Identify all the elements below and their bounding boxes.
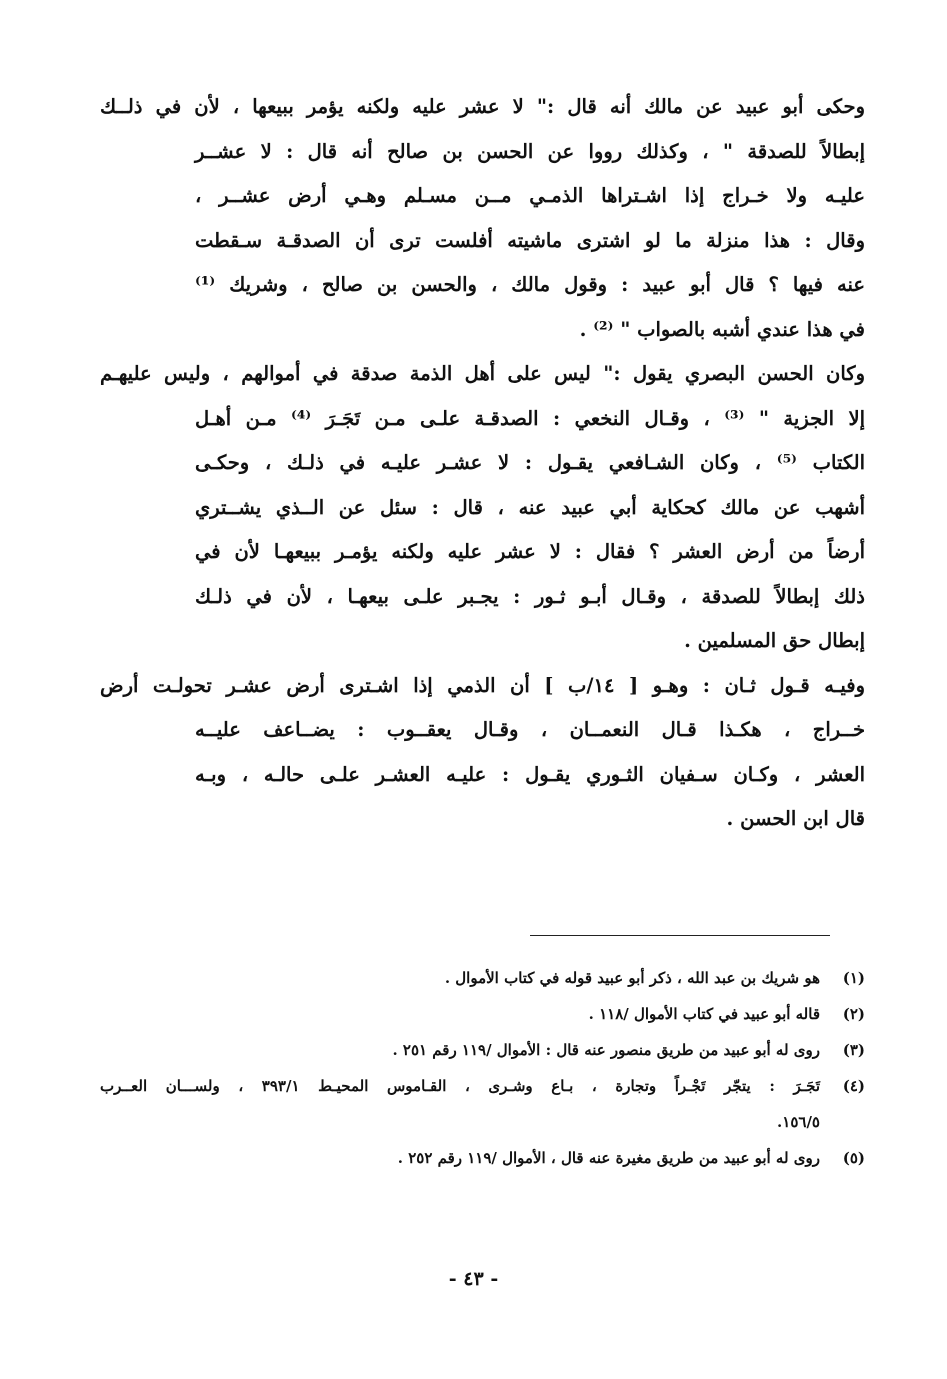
text-line: الكتاب ⁽⁵⁾ ، وكان الشـافعي يقـول : لا عشـر عليـه في ذلـك ، وحكـى — [195, 451, 865, 474]
footnote-number: (١) — [842, 969, 865, 987]
text-line: أرضاً من أرض العشر ؟ فقال : لا عشر عليه ولكنه يؤمـر ببيعهـا لأن في — [195, 540, 865, 563]
footnote-separator — [530, 935, 830, 936]
text-line: أشهب عن مالك كحكاية أبي عبيد عنه ، قال : سئل عن الــذي يشــتري — [195, 495, 865, 519]
text-line: إلا الجزية " ⁽³⁾ ، وقـال النخعي : الصدقـة علـى مـن تَجَـرَ ⁽⁴⁾ مـن أهـل — [195, 406, 865, 430]
text-line: إبطال حق المسلمين . — [684, 629, 865, 652]
footnote-number: (٢) — [842, 1005, 865, 1023]
footnote — [100, 1068, 865, 1104]
text-line: وقال : هذا منزلة ما لو اشترى ماشيته أفلست ترى أن الصدقـة سـقطت — [195, 228, 865, 252]
paragraph-1 — [100, 85, 865, 352]
text-line: عليـه ولا خـراج إذا اشـتراها الذمـي مــن مسـلم وهـي أرض عشــر ، — [195, 184, 865, 207]
footnote-number: (٣) — [842, 1041, 865, 1059]
footnote-text: روى له أبو عبيد من طريق مغيرة عنه قال ، الأموال /١١٩ رقم ٢٥٢ . — [397, 1149, 820, 1167]
text-line: عنه فيها ؟ قال أبو عبيد : وقول مالك ، والحسن بن صالح ، وشريك ⁽¹⁾ — [195, 273, 865, 296]
footnotes — [100, 960, 865, 1176]
footnote — [100, 996, 865, 1032]
text-line: ذلك إبطالاً للصدقة ، وقـال أبـو ثـور : يجـبر علـى بيعهـا ، لأن في ذلـك — [195, 584, 865, 608]
text-line: وفيـه قـول ثـان : وهـو [ ١٤/ب ] أن الذمي إذا اشـترى أرض عشـر تحولـت أرض — [100, 673, 865, 697]
footnote — [100, 1032, 865, 1068]
footnote — [100, 960, 865, 996]
text-line: وحكى أبو عبيد عن مالك أنه قال :" لا عشر عليه ولكنه يؤمر ببيعها ، لأن في ذلــك — [100, 95, 865, 118]
footnote-text: هو شريك بن عبد الله ، ذكر أبو عبيد قوله في كتاب الأموال . — [444, 969, 820, 987]
text-line: قال ابن الحسن . — [726, 807, 865, 830]
text-line: العشر ، وكـان سـفيان الثـوري يقـول : عليـه العشـر علـى حالـه ، وبـه — [195, 762, 865, 786]
footnote-number: (٤) — [842, 1077, 865, 1095]
footnote-number: (٥) — [842, 1149, 865, 1167]
footnote-text: قاله أبو عبيد في كتاب الأموال /١١٨ . — [588, 1005, 820, 1023]
text-line: وكان الحسن البصري يقول :" ليس على أهل الذمة صدقة في أموالهم ، وليس عليهـم — [100, 362, 865, 385]
text-line: خــراج ، هكـذا قـال النعمــان ، وقـال يعقــوب : يضــاعف عليــه — [195, 718, 865, 741]
footnote-continuation: ١٥٦/٥. — [777, 1113, 820, 1131]
main-text — [100, 85, 865, 842]
paragraph-2 — [100, 352, 865, 664]
text-line: في هذا عندي أشبه بالصواب " ⁽²⁾ . — [579, 317, 865, 341]
text-line: إبطالاً للصدقة " ، وكذلك رووا عن الحسن بن صالح أنه قال : لا عشــر — [195, 139, 865, 163]
footnote-text: روى له أبو عبيد من طريق منصور عنه قال : الأموال /١١٩ رقم ٢٥١ . — [392, 1041, 820, 1059]
footnote-text: تَجَـرَ : يتجّر تَجْـراً وتجارة ، بـاع وشـرى ، القـاموس المحيـط ٣٩٣/١ ، ولســـان العــرب — [100, 1077, 820, 1095]
footnote — [100, 1140, 865, 1176]
paragraph-3 — [100, 664, 865, 842]
page-number: - ٤٣ - — [448, 1268, 499, 1290]
